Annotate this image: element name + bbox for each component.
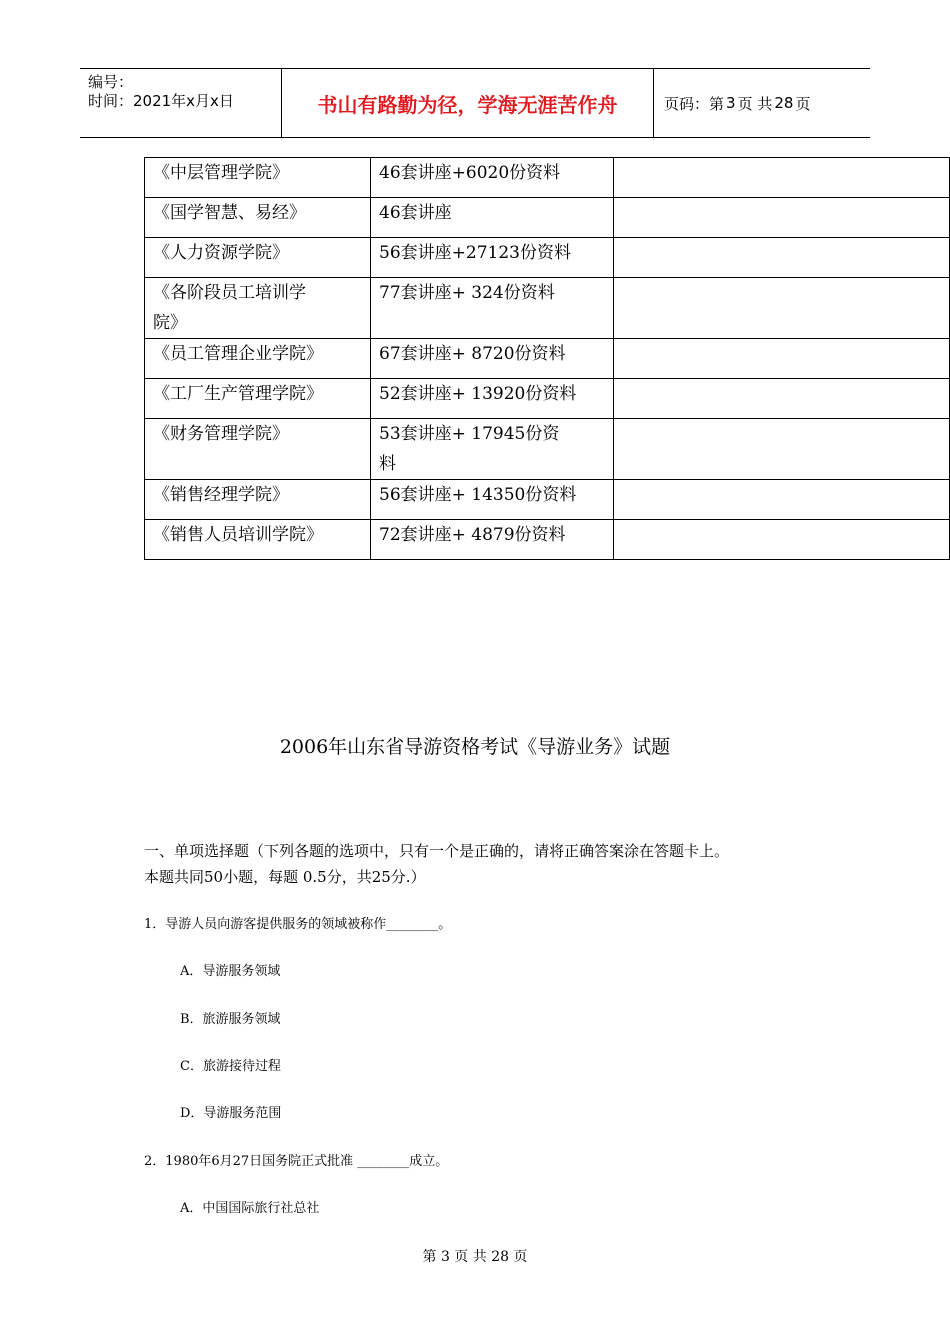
question-1: 1．导游人员向游客提供服务的领域被称作________。 (144, 917, 452, 932)
table-cell-note (614, 419, 950, 480)
table-cell-content-line1: 53套讲座+ 17945份资 (379, 424, 560, 444)
table-row (145, 379, 950, 419)
table-cell-name: 《销售人员培训学院》 (145, 520, 371, 560)
table-cell-name: 《员工管理企业学院》 (145, 339, 371, 379)
table-row (145, 238, 950, 278)
table-cell-note (614, 158, 950, 198)
header-time-label: 时间：2021年x月x日 (88, 92, 234, 110)
header-number-label: 编号： (88, 73, 134, 91)
table-row (145, 419, 950, 480)
table-cell-name: 《人力资源学院》 (145, 238, 371, 278)
section-intro-line1: 一、单项选择题（下列各题的选项中，只有一个是正确的，请将正确答案涂在答题卡上。 (144, 842, 730, 860)
table-cell-note (614, 339, 950, 379)
question-1-option-b: B．旅游服务领域 (180, 1012, 281, 1027)
page-suffix: 页 (795, 94, 811, 113)
table-cell-name-line1: 《各阶段员工培训学 (153, 283, 306, 303)
table-cell-name (145, 278, 371, 339)
table-row (145, 520, 950, 560)
table-cell-name: 《国学智慧、易经》 (145, 198, 371, 238)
table-row (145, 198, 950, 238)
page-total: 28 (774, 94, 794, 112)
table-row (145, 480, 950, 520)
table-cell-content: 46套讲座 (371, 198, 614, 238)
table-cell-note (614, 238, 950, 278)
page-header (80, 68, 870, 138)
table-cell-content: 56套讲座+27123份资料 (371, 238, 614, 278)
table-cell-content: 46套讲座+6020份资料 (371, 158, 614, 198)
table-cell-note (614, 520, 950, 560)
page-mid: 页 共 (737, 94, 773, 113)
table-cell-name: 《销售经理学院》 (145, 480, 371, 520)
table-cell-name: 《中层管理学院》 (145, 158, 371, 198)
table-cell-content: 52套讲座+ 13920份资料 (371, 379, 614, 419)
table-row (145, 158, 950, 198)
table-cell-content-line2: 料 (379, 454, 396, 474)
page-number: 3 (726, 94, 736, 112)
header-page-info (654, 69, 870, 137)
table-cell-content: 72套讲座+ 4879份资料 (371, 520, 614, 560)
table-cell-note (614, 379, 950, 419)
table-cell-note (614, 198, 950, 238)
question-1-option-a: A．导游服务领域 (180, 964, 281, 979)
question-1-option-d: D．导游服务范围 (180, 1106, 282, 1121)
table-cell-content: 56套讲座+ 14350份资料 (371, 480, 614, 520)
document-title: 2006年山东省导游资格考试《导游业务》试题 (279, 736, 671, 758)
question-2: 2．1980年6月27日国务院正式批准 ________成立。 (144, 1154, 449, 1169)
header-meta (80, 69, 282, 137)
table-cell-note (614, 278, 950, 339)
table-cell-name: 《工厂生产管理学院》 (145, 379, 371, 419)
course-table (144, 157, 950, 560)
header-motto: 书山有路勤为径，学海无涯苦作舟 (317, 92, 618, 117)
table-cell-name: 《财务管理学院》 (145, 419, 371, 480)
page-prefix: 页码：第 (664, 94, 725, 113)
section-intro (144, 838, 824, 890)
page-footer: 第 3 页 共 28 页 (422, 1249, 528, 1265)
table-cell-content (371, 419, 614, 480)
table-cell-note (614, 480, 950, 520)
table-cell-content: 67套讲座+ 8720份资料 (371, 339, 614, 379)
question-2-option-a: A．中国国际旅行社总社 (180, 1201, 320, 1216)
question-1-option-c: C．旅游接待过程 (180, 1059, 281, 1074)
table-cell-content: 77套讲座+ 324份资料 (371, 278, 614, 339)
table-row (145, 278, 950, 339)
table-cell-name-line2: 院》 (153, 313, 187, 333)
table-row (145, 339, 950, 379)
header-motto-cell (282, 69, 654, 137)
section-intro-line2: 本题共同50小题，每题 0.5分，共25分.） (144, 868, 426, 886)
